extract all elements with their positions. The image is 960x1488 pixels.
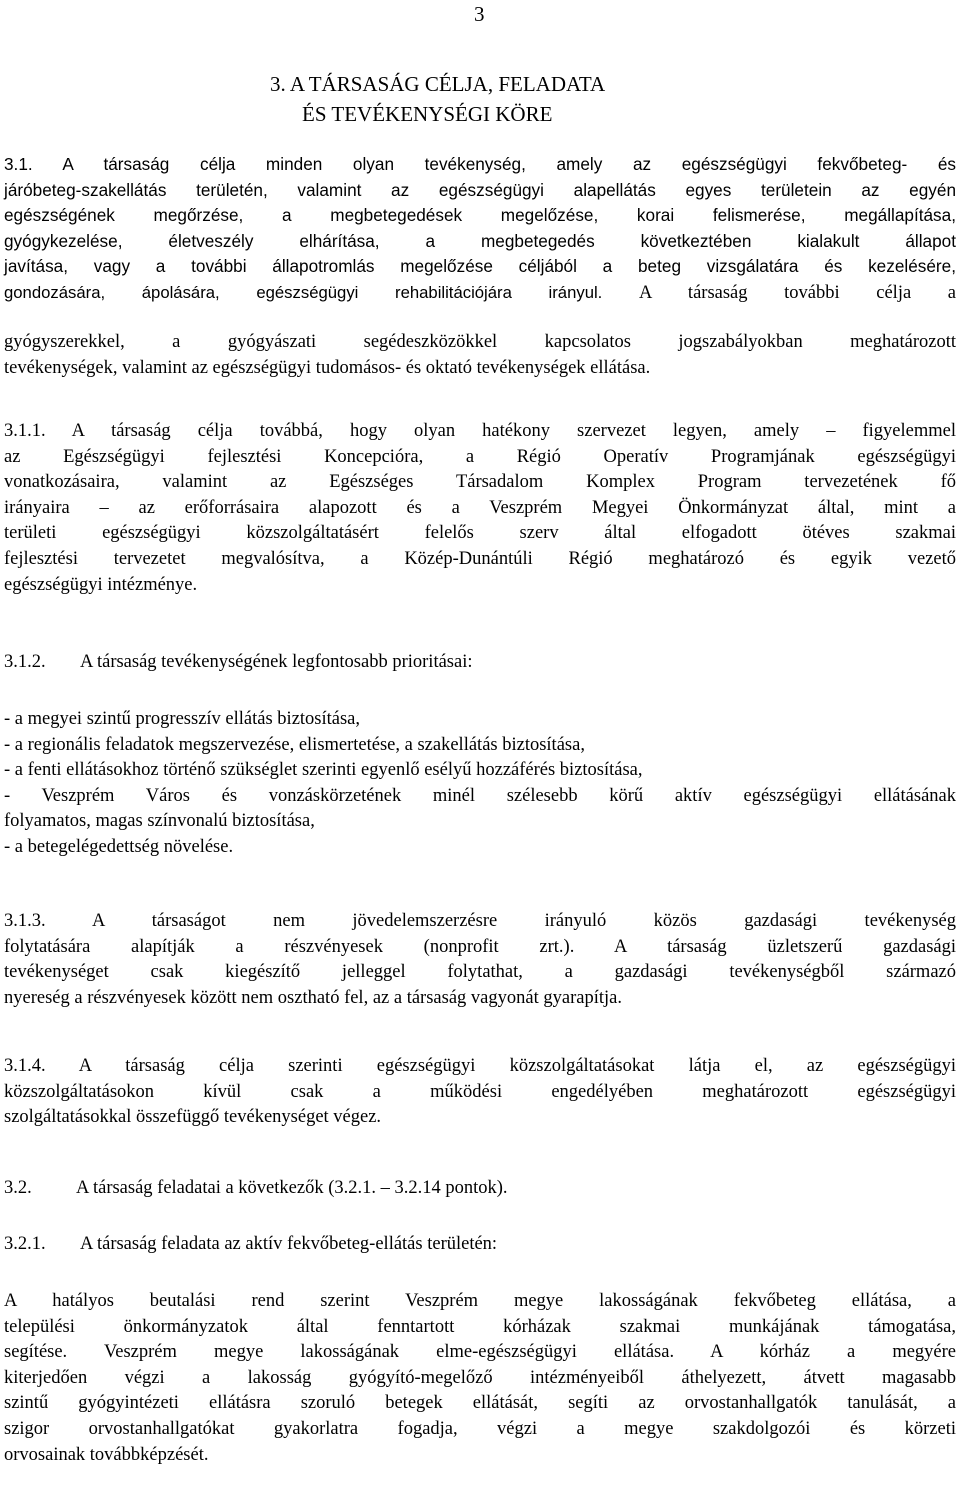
text-line: A hatályos beutalási rend szerint Veszprém megye lakosságának fekvőbeteg ellátása, a [4,1291,956,1311]
text-line: szigor orvostanhallgatókat gyakorlatra fogadja, végzi a megye szakdolgozói és körzeti [4,1418,956,1439]
text-line: közszolgáltatásokon kívül csak a működési engedélyében meghatározott egészségügyi [4,1081,956,1102]
list-item: - a betegelégedettség növelése. [4,836,234,857]
item-text: A társaság feladatai a következők (3.2.1. – 3.2.14 pontok). [76,1178,508,1198]
text-line: járóbeteg-szakellátás területén, valamint az egészségügyi alapellátás egyes területein az egyén [4,179,956,200]
text-line: szintű gyógyintézeti ellátásra szoruló betegek ellátását, segíti az orvostanhallgatók tanulását, a [4,1393,956,1414]
list-item: folyamatos, magas színvonalú biztosítása, [4,811,315,832]
text-line: tevékenységek, valamint az egészségügyi tudomásos- és oktató tevékenységek ellátása. [4,357,651,378]
text-line: 3.1.1. A társaság célja továbbá, hogy olyan hatékony szervezet legyen, amely – figyelemmel [4,421,956,441]
text-line: fejlesztési tervezetet megvalósítva, a Közép-Dunántúli Régió meghatározó és egyik vezető [4,548,956,569]
paragraph-3-1 [4,152,956,307]
text-line: tevékenységet csak kiegészítő jelleggel folytathat, a gazdasági tevékenységből származó [4,962,956,983]
paragraph-3-1-continued [4,330,956,381]
item-number: 3.2.1. [4,1234,46,1254]
text-line: 3.1. A társaság célja minden olyan tevékenység, amely az egészségügyi fekvőbeteg- és [4,154,956,174]
section-heading-line-1: 3. A TÁRSASÁG CÉLJA, FELADATA [270,72,606,96]
list-item: - a fenti ellátásokhoz történő szükséglet szerinti egyenlő esélyű hozzáférés biztosítása, [4,760,643,781]
item-number: 3.1.2. [4,652,46,672]
text-line: folytatására alapítják a részvényesek (nonprofit zrt.). A társaság üzletszerű gazdasági [4,936,956,957]
list-item: - Veszprém Város és vonzáskörzetének minél szélesebb körű aktív egészségügyi ellátásának [4,785,956,806]
item-number: 3.2. [4,1178,32,1198]
text-line: területi egészségügyi közszolgáltatásért felelős szerv által elfogadott ötéves szakmai [4,523,956,544]
text-line: az Egészségügyi fejlesztési Koncepcióra, a Régió Operatív Programjának egészségügyi [4,446,956,467]
item-text: A társaság tevékenységének legfontosabb prioritásai: [80,652,473,672]
text-line: gondozására, ápolására, egészségügyi rehabilitációjára irányul. A társaság további célja a [4,282,956,303]
text-line: egészségügyi intézménye. [4,574,198,595]
list-item: - a megyei szintű progresszív ellátás biztosítása, [4,709,361,729]
list-item: - a regionális feladatok megszervezése, elismertetése, a szakellátás biztosítása, [4,734,585,755]
text-line: szolgáltatásokkal összefüggő tevékenységet végez. [4,1107,382,1128]
paragraph-3-1-1 [4,419,956,598]
text-line: kiterjedően végzi a lakosság gyógyító-megelőző intézményeiből áthelyezett, átvett magasabb [4,1367,956,1388]
text-line: egészségének megőrzése, a megbetegedések megelőzése, korai felismerése, megállapítása, [4,205,956,226]
section-heading-line-2: ÉS TEVÉKENYSÉGI KÖRE [302,102,553,126]
paragraph-inpatient-care [4,1289,956,1468]
text-line: nyereség a részvényesek között nem osztható fel, az a társaság vagyonát gyarapítja. [4,987,622,1008]
paragraph-3-1-3 [4,909,956,1011]
text-line: települési önkormányzatok által fenntartott kórházak szakmai munkájának támogatása, [4,1316,956,1337]
text-line: irányaira – az erőforrásaira alapozott és a Veszprém Megyei Önkormányzat által, mint a [4,497,956,518]
paragraph-3-1-4 [4,1054,956,1131]
text-line: gyógykezelése, életveszély elhárítása, a megbetegedés következtében kialakult állapot [4,230,956,251]
page-number: 3 [474,2,485,26]
item-text: A társaság feladata az aktív fekvőbeteg-ellátás területén: [80,1234,498,1254]
text-line: orvosainak továbbképzését. [4,1444,209,1465]
text-line: 3.1.3. A társaságot nem jövedelemszerzésre irányuló közös gazdasági tevékenység [4,911,956,931]
text-line: gyógyszerekkel, a gyógyászati segédeszközökkel kapcsolatos jogszabályokban meghatározott [4,332,956,352]
text-line: javítása, vagy a további állapotromlás megelőzése céljából a beteg vizsgálatára és kezelésére, [4,256,956,277]
text-line: 3.1.4. A társaság célja szerinti egészségügyi közszolgáltatásokat látja el, az egészségügyi [4,1056,956,1076]
text-line: vonatkozásaira, valamint az Egészséges Társadalom Komplex Program tervezetének fő [4,472,956,493]
priority-list [4,707,956,861]
text-line: segítése. Veszprém megye lakosságának elme-egészségügyi ellátása. A kórház a megyére [4,1342,956,1363]
